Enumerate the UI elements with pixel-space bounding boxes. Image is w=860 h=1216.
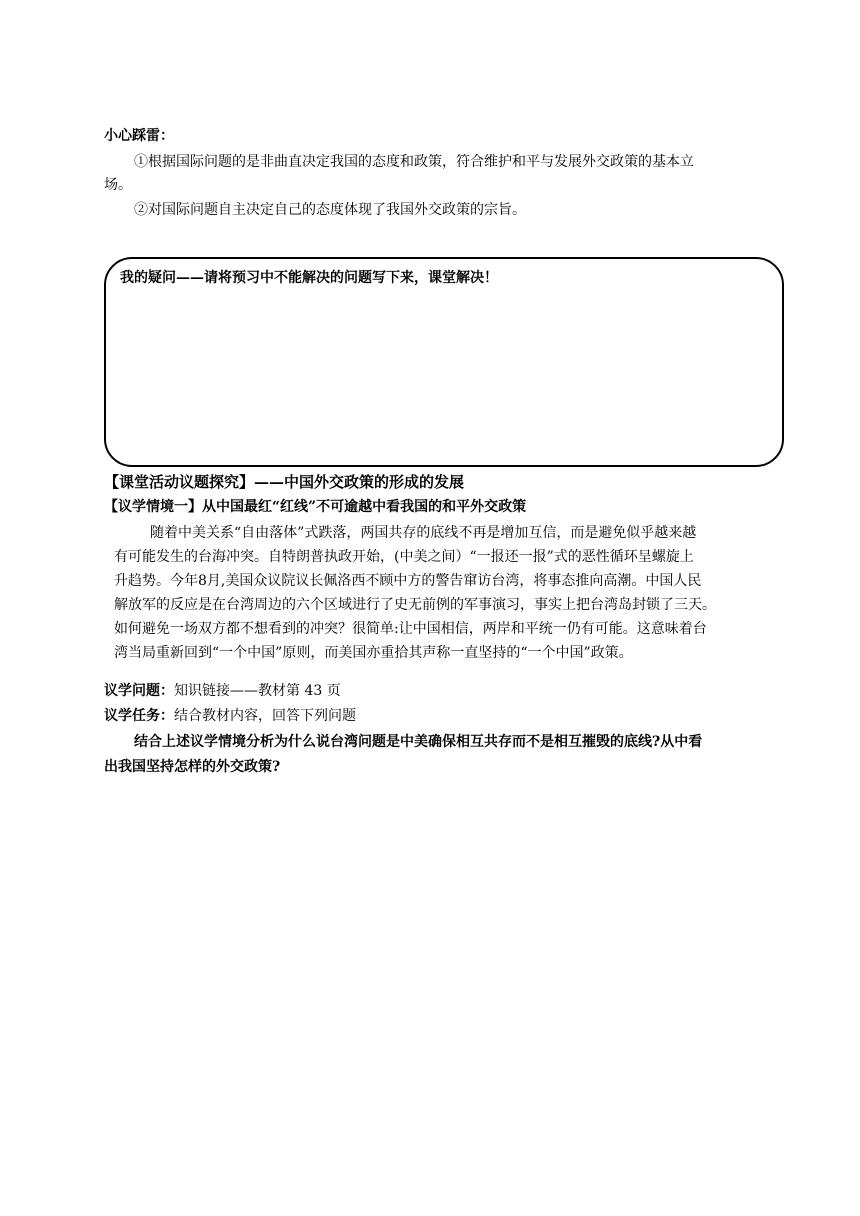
issue-row xyxy=(104,680,341,702)
task-row xyxy=(104,705,356,727)
pitfall-item-2: ②对国际问题自主决定自己的态度体现了我国外交政策的宗旨。 xyxy=(134,202,526,218)
scenario-title: 【议学情境一】从中国最红“红线”不可逾越中看我国的和平外交政策 xyxy=(104,499,527,515)
issue-label: 议学问题： xyxy=(104,683,174,699)
pitfall-item-1-line-1: ①根据国际问题的是非曲直决定我国的态度和政策，符合维护和平与发展外交政策的基本立 xyxy=(134,154,694,170)
scenario-paragraph xyxy=(104,521,756,665)
scenario-line: 如何避免一场双方都不想看到的冲突？很简单:让中国相信，两岸和平统一仍有可能。这意味着台 xyxy=(114,621,707,637)
pitfalls-heading: 小心踩雷： xyxy=(104,128,174,144)
task-text: 结合教材内容，回答下列问题 xyxy=(174,708,356,724)
task-label: 议学任务： xyxy=(104,708,174,724)
scenario-line: 湾当局重新回到“一个中国”原则，而美国亦重拾其声称一直坚持的“一个中国”政策。 xyxy=(114,645,633,661)
scenario-line: 升趋势。今年8月,美国众议院议长佩洛西不顾中方的警告窜访台湾，将事态推向高潮。中国人民 xyxy=(114,573,702,589)
question-line-2: 出我国坚持怎样的外交政策? xyxy=(104,759,281,775)
issue-text: 知识链接——教材第 43 页 xyxy=(174,683,341,699)
question-line-1: 结合上述议学情境分析为什么说台湾问题是中美确保相互共存而不是相互摧毁的底线?从中看 xyxy=(134,734,703,750)
pitfall-item-1-line-2: 场。 xyxy=(104,177,132,193)
question-box-title: 我的疑问——请将预习中不能解决的问题写下来，课堂解决！ xyxy=(120,270,498,286)
activity-section-title: 【课堂活动议题探究】——中国外交政策的形成的发展 xyxy=(104,473,465,491)
question-box[interactable] xyxy=(104,257,784,467)
scenario-line: 解放军的反应是在台湾周边的六个区域进行了史无前例的军事演习，事实上把台湾岛封锁了三天。 xyxy=(114,597,716,613)
scenario-line: 有可能发生的台海冲突。自特朗普执政开始，(中美之间）“一报还一报”式的恶性循环呈螺旋上 xyxy=(114,549,694,565)
scenario-line: 随着中美关系“自由落体”式跌落，两国共存的底线不再是增加互信，而是避免似乎越来越 xyxy=(150,525,697,541)
